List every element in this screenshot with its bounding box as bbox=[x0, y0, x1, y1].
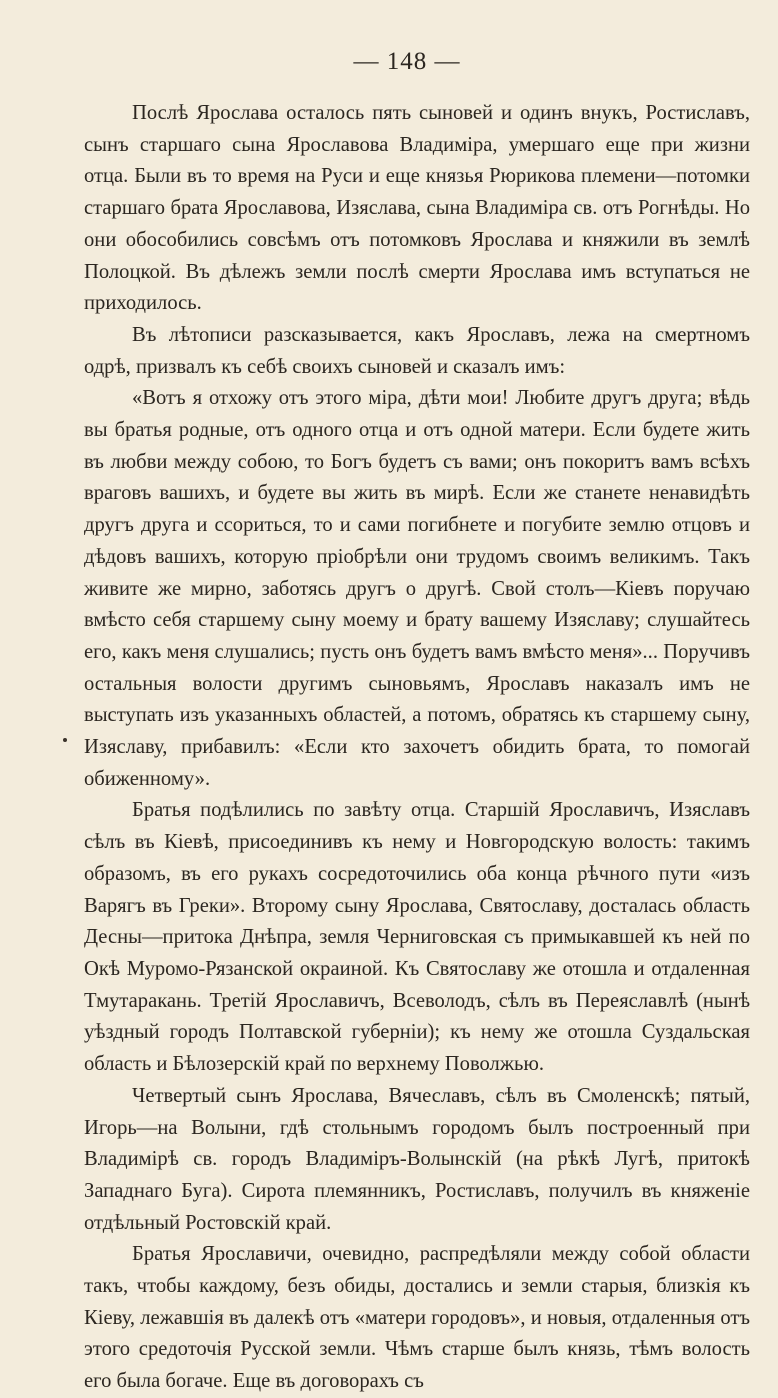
paragraph-1: Послѣ Ярослава осталось пять сыновей и одинъ внукъ, Ростиславъ, сынъ старшаго сына Ярославова Владиміра, умершаго еще при жизни отца. Были въ то время на Руси и еще князья Рюрикова племени—потомки старшаго брата Ярославова, Изяслава, сына Владиміра св. отъ Рогнѣды. Но они обособились совсѣмъ отъ потомковъ Ярослава и княжили въ землѣ Полоцкой. Въ дѣлежъ земли послѣ смерти Ярослава имъ вступаться не приходилось. bbox=[84, 102, 750, 315]
paragraph-4: Братья подѣлились по завѣту отца. Старшій Ярославичъ, Изяславъ сѣлъ въ Кіевѣ, присоединивъ къ нему и Новгородскую волость: такимъ образомъ, въ его рукахъ сосредоточились оба конца рѣчного пути «изъ Варягъ въ Греки». Второму сыну Ярослава, Святославу, досталась область Десны—притока Днѣпра, земля Черниговская съ примыкавшей къ ней по Окѣ Муромо-Рязанской окраиной. Къ Святославу же отошла и отдаленная Тмутаракань. Третій Ярославичъ, Всеволодъ, сѣлъ въ Переяславлѣ (нынѣ уѣздный городъ Полтавской губерніи); къ нему же отошла Суздальская область и Бѣлозерскій край по верхнему Поволжью. bbox=[84, 799, 750, 1076]
margin-dot-mark bbox=[63, 738, 67, 742]
paragraph-2: Въ лѣтописи разсказывается, какъ Ярославъ, лежа на смертномъ одрѣ, призвалъ къ себѣ своихъ сыновей и сказалъ имъ: bbox=[84, 323, 750, 378]
page-number: — 148 — bbox=[353, 48, 461, 75]
paragraph-5: Четвертый сынъ Ярослава, Вячеславъ, сѣлъ въ Смоленскѣ; пятый, Игорь—на Волыни, гдѣ стольнымъ городомъ былъ построенный при Владимірѣ св. городъ Владиміръ-Волынскій (на рѣкѣ Лугѣ, притокѣ Западнаго Буга). Сирота племянникъ, Ростиславъ, получилъ въ княженіе отдѣльный Ростовскій край. bbox=[84, 1084, 750, 1234]
paragraph-6: Братья Ярославичи, очевидно, распредѣляли между собой области такъ, чтобы каждому, безъ обиды, достались и земли старыя, близкія къ Кіеву, лежавшія въ далекѣ отъ «матери городовъ», и новыя, отдаленныя отъ этого средоточія Русской земли. Чѣмъ старше былъ князь, тѣмъ волость его была богаче. Еще въ договорахъ съ bbox=[84, 1243, 750, 1393]
paragraph-3-quote: «Вотъ я отхожу отъ этого міра, дѣти мои! Любите другъ друга; вѣдь вы братья родные, отъ одного отца и отъ одной матери. Если будете жить въ любви между собою, то Богъ будетъ съ вами; онъ покоритъ вамъ всѣхъ враговъ вашихъ, и будете вы жить въ мирѣ. Если же станете ненавидѣть другъ друга и ссориться, то и сами погибнете и погубите землю отцовъ и дѣдовъ вашихъ, которую пріобрѣли они трудомъ своимъ великимъ. Такъ живите же мирно, заботясь другъ о другѣ. Свой столъ—Кіевъ поручаю вмѣсто себя старшему сыну моему и брату вашему Изяславу; слушайтесь его, какъ меня слушались; пусть онъ будетъ вамъ вмѣсто меня»... Поручивъ остальныя волости другимъ сыновьямъ, Ярославъ наказалъ имъ не выступать изъ указанныхъ областей, а потомъ, обратясь къ старшему сыну, Изяславу, прибавилъ: «Если кто захочетъ обидить брата, то помогай обиженному». bbox=[84, 387, 750, 790]
